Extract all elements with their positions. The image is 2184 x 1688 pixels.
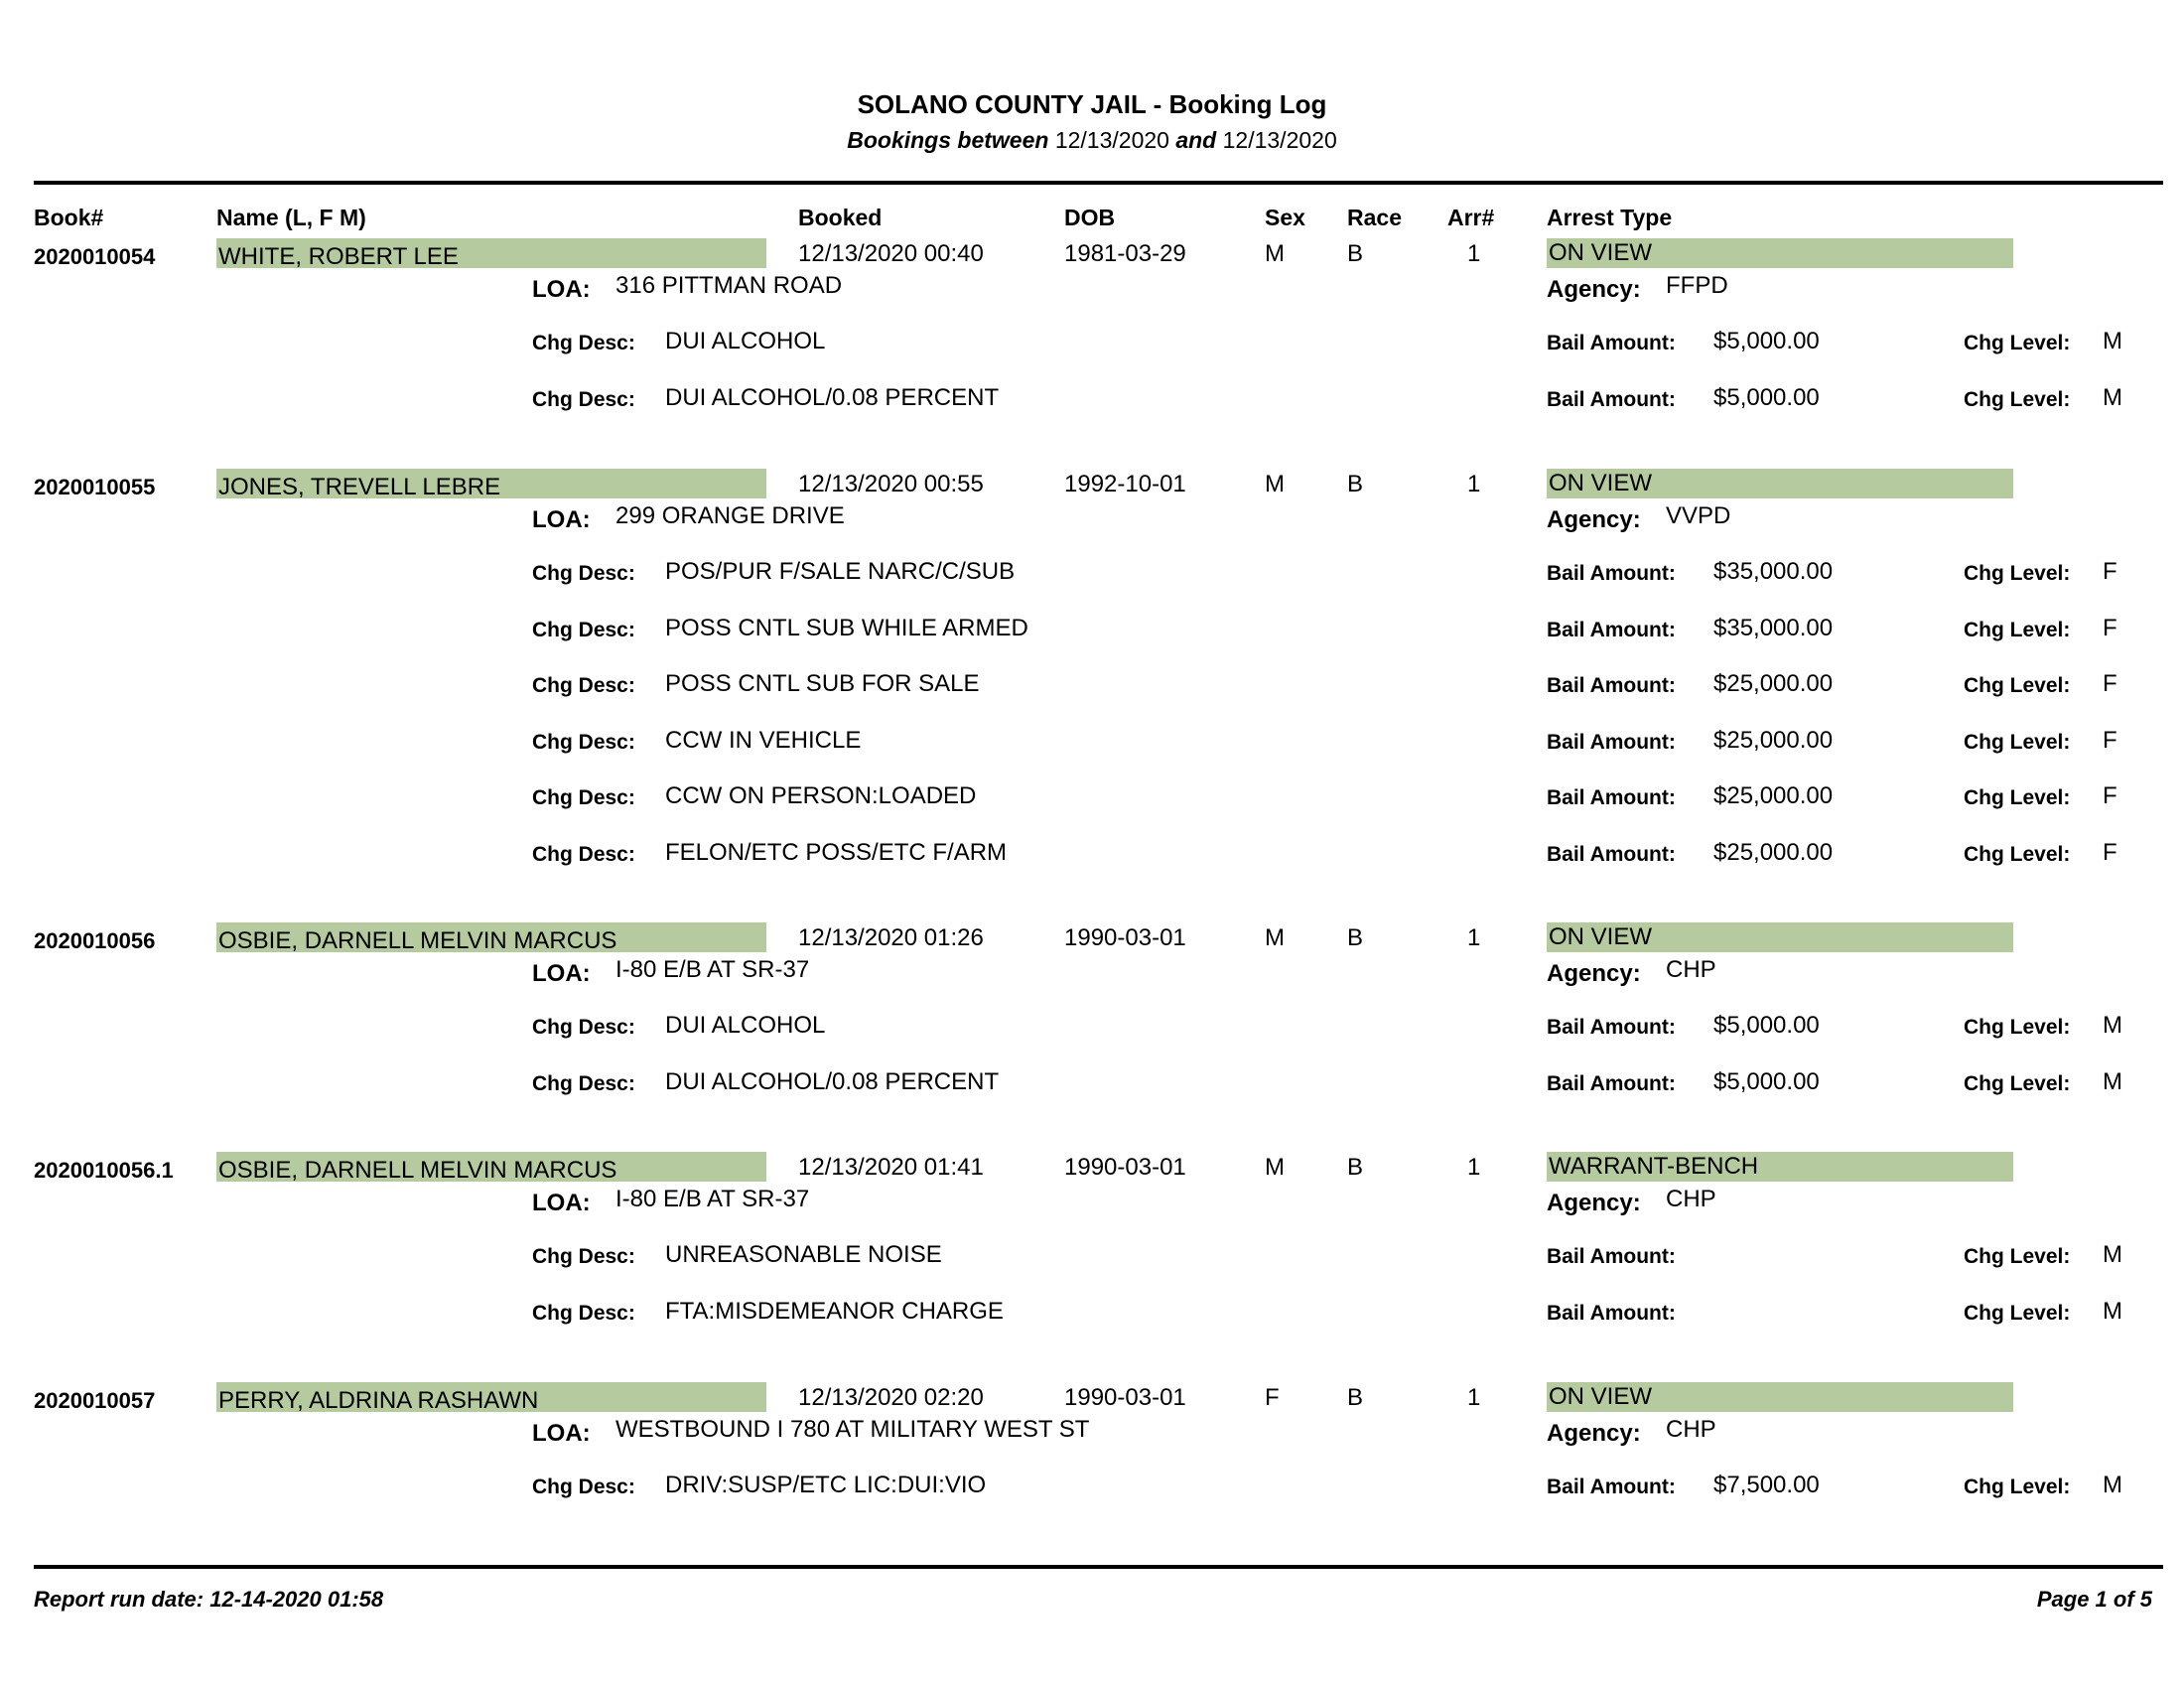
- booked-datetime: 12/13/2020 01:41: [798, 1154, 984, 1181]
- charge-level: F: [2103, 670, 2117, 697]
- report-run-date: Report run date: 12-14-2020 01:58: [34, 1587, 384, 1612]
- bail-amount: $25,000.00: [1713, 838, 1834, 866]
- report-subtitle: [0, 127, 2184, 154]
- charge-description: CCW IN VEHICLE: [665, 726, 862, 754]
- bail-amount: $25,000.00: [1713, 670, 1834, 697]
- book-number: 2020010056: [34, 928, 156, 953]
- arrest-type: ON VIEW: [1547, 1382, 2013, 1412]
- charge-level: M: [2103, 1067, 2122, 1095]
- charge-level: F: [2103, 782, 2117, 809]
- charge-description: POSS CNTL SUB WHILE ARMED: [665, 614, 1028, 641]
- charge-description: UNREASONABLE NOISE: [665, 1241, 942, 1268]
- arrest-number: 1: [1467, 1384, 1481, 1411]
- bail-amount-label: Bail Amount:: [1547, 842, 1676, 866]
- charge-desc-label: Chg Desc:: [532, 387, 635, 411]
- charge-description: CCW ON PERSON:LOADED: [665, 782, 977, 809]
- book-number: 2020010055: [34, 475, 156, 499]
- charge-desc-label: Chg Desc:: [532, 332, 635, 354]
- loa-label: LOA:: [532, 1190, 591, 1216]
- bail-amount-label: Bail Amount:: [1547, 1245, 1676, 1268]
- loa-value: I-80 E/B AT SR-37: [615, 956, 810, 983]
- sex: F: [1265, 1384, 1280, 1411]
- agency-label: Agency:: [1547, 1420, 1641, 1447]
- agency-label: Agency:: [1547, 506, 1641, 533]
- agency-label: Agency:: [1547, 960, 1641, 987]
- agency-value: CHP: [1666, 1416, 1716, 1443]
- charge-description: DUI ALCOHOL: [665, 328, 826, 354]
- charge-desc-label: Chg Desc:: [532, 1071, 635, 1095]
- charge-desc-label: Chg Desc:: [532, 730, 635, 754]
- race: B: [1347, 471, 1364, 497]
- bail-amount: $5,000.00: [1713, 1067, 1820, 1095]
- arrest-type: ON VIEW: [1547, 238, 2013, 268]
- bail-amount: $35,000.00: [1713, 614, 1834, 641]
- arrest-number: 1: [1467, 924, 1481, 951]
- charge-desc-label: Chg Desc:: [532, 1016, 635, 1039]
- race: B: [1347, 1384, 1364, 1411]
- loa-value: WESTBOUND I 780 AT MILITARY WEST ST: [615, 1416, 1090, 1443]
- page-number: Page 1 of 5: [2036, 1587, 2152, 1612]
- footer-rule: [34, 1565, 2163, 1569]
- date-of-birth: 1990-03-01: [1064, 1384, 1186, 1411]
- header-rule: [34, 181, 2163, 185]
- charge-level: F: [2103, 726, 2117, 754]
- charge-description: DUI ALCOHOL/0.08 PERCENT: [665, 1067, 1000, 1095]
- agency-label: Agency:: [1547, 1190, 1641, 1216]
- arrest-number: 1: [1467, 1154, 1481, 1181]
- bail-amount-label: Bail Amount:: [1547, 786, 1676, 809]
- charge-desc-label: Chg Desc:: [532, 786, 635, 809]
- date-of-birth: 1992-10-01: [1064, 471, 1186, 497]
- charge-desc-label: Chg Desc:: [532, 562, 635, 585]
- charge-description: FTA:MISDEMEANOR CHARGE: [665, 1297, 1004, 1325]
- agency-value: FFPD: [1666, 272, 1728, 299]
- column-header-dob: DOB: [1064, 205, 1116, 230]
- arrest-type: ON VIEW: [1547, 922, 2013, 952]
- agency-value: CHP: [1666, 956, 1716, 983]
- sex: M: [1265, 471, 1285, 497]
- inmate-name: JONES, TREVELL LEBRE: [216, 469, 766, 498]
- column-header-name: Name (L, F M): [216, 205, 366, 230]
- loa-label: LOA:: [532, 960, 591, 987]
- charge-description: FELON/ETC POSS/ETC F/ARM: [665, 838, 1008, 866]
- charge-description: DUI ALCOHOL: [665, 1012, 826, 1039]
- race: B: [1347, 240, 1364, 267]
- loa-value: I-80 E/B AT SR-37: [615, 1186, 810, 1212]
- arrest-number: 1: [1467, 240, 1481, 267]
- charge-level-label: Chg Level:: [1964, 562, 2071, 585]
- loa-value: 316 PITTMAN ROAD: [615, 272, 843, 299]
- charge-level: M: [2103, 1297, 2122, 1325]
- charge-level-label: Chg Level:: [1964, 1016, 2071, 1039]
- charge-description: DRIV:SUSP/ETC LIC:DUI:VIO: [665, 1472, 987, 1498]
- charge-level: M: [2103, 1472, 2122, 1498]
- loa-label: LOA:: [532, 276, 591, 303]
- charge-level-label: Chg Level:: [1964, 618, 2071, 641]
- loa-label: LOA:: [532, 1420, 591, 1447]
- column-header-arr: Arr#: [1447, 205, 1495, 230]
- charge-level-label: Chg Level:: [1964, 1071, 2071, 1095]
- inmate-name: OSBIE, DARNELL MELVIN MARCUS: [216, 922, 766, 952]
- bail-amount-label: Bail Amount:: [1547, 730, 1676, 754]
- charge-desc-label: Chg Desc:: [532, 1301, 635, 1325]
- bail-amount-label: Bail Amount:: [1547, 1476, 1676, 1498]
- bail-amount-label: Bail Amount:: [1547, 387, 1676, 411]
- date-of-birth: 1990-03-01: [1064, 924, 1186, 951]
- column-header-booked: Booked: [798, 205, 883, 230]
- charge-level: F: [2103, 838, 2117, 866]
- bail-amount: $5,000.00: [1713, 383, 1820, 411]
- column-header-race: Race: [1347, 205, 1402, 230]
- subtitle-end-date: 12/13/2020: [1222, 127, 1337, 153]
- bail-amount: $5,000.00: [1713, 1012, 1820, 1039]
- charge-desc-label: Chg Desc:: [532, 842, 635, 866]
- race: B: [1347, 924, 1364, 951]
- loa-label: LOA:: [532, 506, 591, 533]
- charge-level: M: [2103, 383, 2122, 411]
- bail-amount: $5,000.00: [1713, 328, 1820, 354]
- charge-level-label: Chg Level:: [1964, 1301, 2071, 1325]
- bail-amount-label: Bail Amount:: [1547, 562, 1676, 585]
- inmate-name: PERRY, ALDRINA RASHAWN: [216, 1382, 766, 1412]
- charge-level-label: Chg Level:: [1964, 387, 2071, 411]
- sex: M: [1265, 1154, 1285, 1181]
- charge-level-label: Chg Level:: [1964, 332, 2071, 354]
- bail-amount-label: Bail Amount:: [1547, 332, 1676, 354]
- bail-amount-label: Bail Amount:: [1547, 674, 1676, 697]
- booked-datetime: 12/13/2020 02:20: [798, 1384, 984, 1411]
- arrest-number: 1: [1467, 471, 1481, 497]
- arrest-type: ON VIEW: [1547, 469, 2013, 498]
- booked-datetime: 12/13/2020 00:55: [798, 471, 984, 497]
- charge-desc-label: Chg Desc:: [532, 618, 635, 641]
- charge-level-label: Chg Level:: [1964, 1245, 2071, 1268]
- subtitle-start-date: 12/13/2020: [1054, 127, 1169, 153]
- bail-amount: $25,000.00: [1713, 782, 1834, 809]
- agency-value: VVPD: [1666, 502, 1731, 529]
- column-header-arrest-type: Arrest Type: [1547, 205, 1673, 230]
- sex: M: [1265, 240, 1285, 267]
- charge-desc-label: Chg Desc:: [532, 1245, 635, 1268]
- charge-level-label: Chg Level:: [1964, 730, 2071, 754]
- bail-amount-label: Bail Amount:: [1547, 1016, 1676, 1039]
- charge-description: POS/PUR F/SALE NARC/C/SUB: [665, 558, 1016, 585]
- report-title: SOLANO COUNTY JAIL - Booking Log: [857, 89, 1327, 119]
- date-of-birth: 1990-03-01: [1064, 1154, 1186, 1181]
- bail-amount: $25,000.00: [1713, 726, 1834, 754]
- charge-level: M: [2103, 1012, 2122, 1039]
- inmate-name: WHITE, ROBERT LEE: [216, 238, 766, 268]
- charge-level-label: Chg Level:: [1964, 842, 2071, 866]
- book-number: 2020010057: [34, 1388, 156, 1413]
- loa-value: 299 ORANGE DRIVE: [615, 502, 845, 529]
- subtitle-middle: and: [1175, 127, 1217, 153]
- sex: M: [1265, 924, 1285, 951]
- bail-amount: $35,000.00: [1713, 558, 1834, 585]
- charge-level: M: [2103, 1241, 2122, 1268]
- column-header-book: Book#: [34, 205, 104, 230]
- inmate-name: OSBIE, DARNELL MELVIN MARCUS: [216, 1152, 766, 1182]
- booked-datetime: 12/13/2020 01:26: [798, 924, 984, 951]
- charge-level-label: Chg Level:: [1964, 1476, 2071, 1498]
- column-header-sex: Sex: [1265, 205, 1305, 230]
- book-number: 2020010056.1: [34, 1158, 174, 1183]
- charge-description: DUI ALCOHOL/0.08 PERCENT: [665, 383, 1000, 411]
- charge-level: F: [2103, 558, 2117, 585]
- charge-description: POSS CNTL SUB FOR SALE: [665, 670, 980, 697]
- charge-level-label: Chg Level:: [1964, 786, 2071, 809]
- bail-amount: $7,500.00: [1713, 1472, 1820, 1498]
- bail-amount-label: Bail Amount:: [1547, 1301, 1676, 1325]
- charge-level-label: Chg Level:: [1964, 674, 2071, 697]
- arrest-type: WARRANT-BENCH: [1547, 1152, 2013, 1182]
- charge-level: M: [2103, 328, 2122, 354]
- charge-desc-label: Chg Desc:: [532, 674, 635, 697]
- bail-amount-label: Bail Amount:: [1547, 1071, 1676, 1095]
- date-of-birth: 1981-03-29: [1064, 240, 1186, 267]
- booked-datetime: 12/13/2020 00:40: [798, 240, 984, 267]
- agency-label: Agency:: [1547, 276, 1641, 303]
- race: B: [1347, 1154, 1364, 1181]
- subtitle-prefix: Bookings between: [847, 127, 1049, 153]
- bail-amount-label: Bail Amount:: [1547, 618, 1676, 641]
- book-number: 2020010054: [34, 244, 156, 269]
- charge-level: F: [2103, 614, 2117, 641]
- agency-value: CHP: [1666, 1186, 1716, 1212]
- charge-desc-label: Chg Desc:: [532, 1476, 635, 1498]
